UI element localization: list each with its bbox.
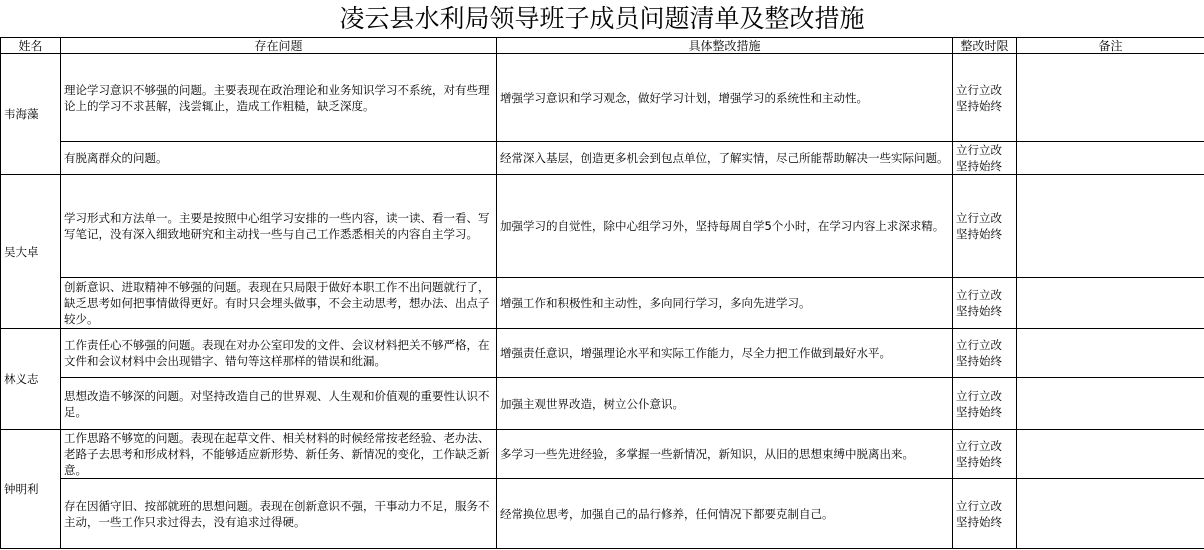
table-row <box>1 378 1204 430</box>
issue-table <box>0 37 1204 549</box>
problem-cell[interactable]: 有脱离群众的问题。 <box>61 142 497 175</box>
table-row <box>1 142 1204 175</box>
deadline-text: 立行立改 <box>956 288 1002 302</box>
person-name-cell[interactable]: 韦海藻 <box>1 54 61 175</box>
deadline-text: 坚持始终 <box>956 98 1002 113</box>
problem-cell[interactable]: 学习形式和方法单一。主要是按照中心组学习安排的一些内容，读一读、看一看、写写笔记，没有深入细致地研究和主动找一些与自己工作悉悉相关的内容自主学习。 <box>61 175 497 278</box>
problem-cell[interactable]: 创新意识、进取精神不够强的问题。表现在只局限于做好本职工作不出问题就行了，缺乏思考如何把事情做得更好。有时只会埋头做事，不会主动思考，想办法、出点子较少。 <box>61 278 497 329</box>
table-row <box>1 479 1204 549</box>
remark-cell[interactable] <box>1017 479 1204 549</box>
problem-cell[interactable]: 理论学习意识不够强的问题。主要表现在政治理论和业务知识学习不系统，对有些理论上的学习不求甚解，浅尝辄止，造成工作粗糙，缺乏深度。 <box>61 54 497 142</box>
remark-cell[interactable] <box>1017 175 1204 278</box>
deadline-cell[interactable] <box>953 329 1017 378</box>
deadline-cell[interactable] <box>953 479 1017 549</box>
remark-cell[interactable] <box>1017 54 1204 142</box>
remark-cell[interactable] <box>1017 278 1204 329</box>
deadline-text: 坚持始终 <box>956 304 1002 318</box>
deadline-cell[interactable] <box>953 54 1017 142</box>
person-name-cell[interactable]: 林义志 <box>1 329 61 430</box>
deadline-cell[interactable] <box>953 430 1017 479</box>
problem-cell[interactable]: 工作思路不够宽的问题。表现在起草文件、相关材料的时候经常按老经验、老办法、老路子去思考和形成材料，不能够适应新形势、新任务、新情况的变化，工作缺乏新意。 <box>61 430 497 479</box>
deadline-text: 坚持始终 <box>956 354 1002 368</box>
measure-cell[interactable]: 经常换位思考，加强自己的品行修养，任何情况下都要克制自己。 <box>497 479 953 549</box>
problem-cell[interactable]: 存在因循守旧、按部就班的思想问题。表现在创新意识不强，干事动力不足，服务不主动，一些工作只求过得去，没有追求过得硬。 <box>61 479 497 549</box>
remark-cell[interactable] <box>1017 378 1204 430</box>
header-deadline[interactable]: 整改时限 <box>953 38 1017 54</box>
deadline-cell[interactable] <box>953 175 1017 278</box>
measure-cell[interactable]: 加强学习的自觉性，除中心组学习外，坚持每周自学5个小时，在学习内容上求深求精。 <box>497 175 953 278</box>
deadline-cell[interactable] <box>953 378 1017 430</box>
deadline-cell[interactable] <box>953 142 1017 175</box>
deadline-text: 立行立改 <box>956 388 1002 403</box>
measure-cell[interactable]: 加强主观世界改造，树立公仆意识。 <box>497 378 953 430</box>
deadline-cell[interactable] <box>953 278 1017 329</box>
problem-cell[interactable]: 工作责任心不够强的问题。表现在对办公室印发的文件、会议材料把关不够严格，在文件和会议材料中会出现错字、错句等这样那样的错误和纰漏。 <box>61 329 497 378</box>
table-row <box>1 54 1204 142</box>
person-name-cell[interactable]: 吴大卓 <box>1 175 61 329</box>
header-problem[interactable]: 存在问题 <box>61 38 497 54</box>
problem-cell[interactable]: 思想改造不够深的问题。对坚持改造自己的世界观、人生观和价值观的重要性认识不足。 <box>61 378 497 430</box>
deadline-text: 坚持始终 <box>956 514 1002 529</box>
header-measure[interactable]: 具体整改措施 <box>497 38 953 54</box>
deadline-text: 立行立改 <box>956 143 1002 157</box>
table-row <box>1 278 1204 329</box>
header-name[interactable]: 姓名 <box>1 38 61 54</box>
measure-cell[interactable]: 多学习一些先进经验，多掌握一些新情况，新知识，从旧的思想束缚中脱离出来。 <box>497 430 953 479</box>
measure-cell[interactable]: 经常深入基层，创造更多机会到包点单位，了解实情，尽己所能帮助解决一些实际问题。 <box>497 142 953 175</box>
deadline-text: 立行立改 <box>956 338 1002 352</box>
remark-cell[interactable] <box>1017 142 1204 175</box>
header-remark[interactable]: 备注 <box>1017 38 1204 54</box>
deadline-text: 坚持始终 <box>956 455 1002 469</box>
deadline-text: 坚持始终 <box>956 404 1002 419</box>
deadline-text: 坚持始终 <box>956 227 1002 241</box>
remark-cell[interactable] <box>1017 430 1204 479</box>
remark-cell[interactable] <box>1017 329 1204 378</box>
measure-cell[interactable]: 增强工作和积极性和主动性，多向同行学习，多向先进学习。 <box>497 278 953 329</box>
person-name-cell[interactable]: 钟明利 <box>1 430 61 549</box>
deadline-text: 立行立改 <box>956 82 1002 97</box>
table-row <box>1 175 1204 278</box>
measure-cell[interactable]: 增强学习意识和学习观念，做好学习计划，增强学习的系统性和主动性。 <box>497 54 953 142</box>
deadline-text: 立行立改 <box>956 211 1002 225</box>
table-row <box>1 430 1204 479</box>
table-row <box>1 329 1204 378</box>
header-row <box>1 38 1204 54</box>
measure-cell[interactable]: 增强责任意识，增强理论水平和实际工作能力，尽全力把工作做到最好水平。 <box>497 329 953 378</box>
deadline-text: 立行立改 <box>956 498 1002 513</box>
deadline-text: 坚持始终 <box>956 159 1002 173</box>
document-title: 凌云县水利局领导班子成员问题清单及整改措施 <box>339 4 865 33</box>
deadline-text: 立行立改 <box>956 439 1002 453</box>
